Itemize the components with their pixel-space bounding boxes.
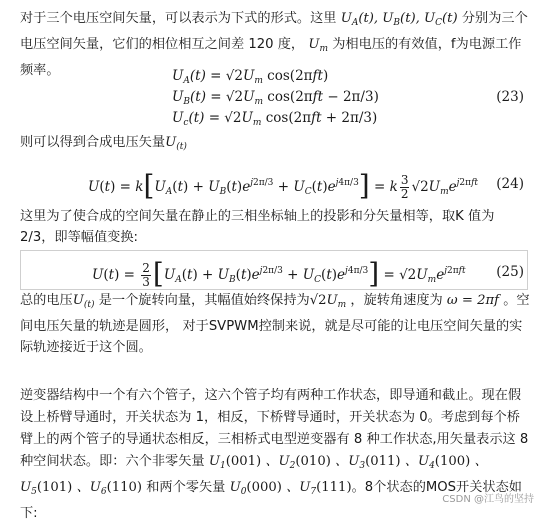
eq23-line3: $U_c(t) = √2U_m$ cos(2πft + 2π/3) <box>172 110 378 128</box>
inv-text-b: 和两个零矢量 <box>146 480 226 495</box>
phase-voltage-vars: $U_A(t)$, $U_B(t)$, $U_C(t)$ <box>340 11 458 28</box>
equation-24 <box>0 162 546 202</box>
inv-text-a: 逆变器结构中一个有六个管子，这六个管子均有两种工作状态，即导通和截止。现在假设上桥臂导通时，开关状态为 1，相反，下桥臂导通时，开关状态为 0。考虑到每个桥臂上的两个管子的导通状态相反，三相桥式电型逆变器有 8 种工作状态,用矢量表示这 8 种空间状态。即：六个非零矢量 <box>20 388 529 469</box>
equation-23 <box>0 66 546 132</box>
rotation-paragraph <box>20 290 532 358</box>
nonzero-vectors: $U_1(001)$ 、$U_2(010)$ 、$U_3(011)$ 、$U_4(100)$ 、$U_5(101)$ 、$U_6(110)$ <box>20 454 488 497</box>
inv-text-c: 。8个状态的MOS开关状态如下: <box>20 480 522 521</box>
zero-vectors: $U_0(000)$ 、$U_7(111)$ <box>229 480 352 497</box>
ut-var-2: $U_{(t)}$ <box>72 293 95 310</box>
rot-text-a: 总的电压 <box>20 293 73 308</box>
eq25-number: (25) <box>496 264 524 280</box>
equal-amplitude-paragraph: 这里为了使合成的空间矢量在静止的三相坐标轴上的投影和分矢量相等，取K 值为 2/3，即等幅值变换: <box>20 209 495 245</box>
ut-var: $U_{(t)}$ <box>165 135 187 152</box>
eq23-line1: $U_A(t) = √2U_m$ cos(2πft) <box>172 68 329 86</box>
eq24-number: (24) <box>496 176 524 192</box>
watermark: CSDN @江鸟的坚持 <box>442 494 534 505</box>
eq24-body: $U(t) = k[U_A(t) + U_B(t)e^{j2\pi/3} + U_C(t)e^{j4\pi/3}] = k$ $\frac{3}{2}$ $√2U_me^{j2\pi ft}$ <box>88 169 479 202</box>
equation-25 <box>0 254 546 288</box>
composite-vector-line <box>20 132 532 158</box>
omega-expr: ω = 2πf <box>446 293 500 308</box>
eq23-number: (23) <box>496 89 524 105</box>
rot-text-d: 。空间电压矢量的轨迹是圆形， 对于SVPWM控制来说，就是尽可能的让电压空间矢量的实际轨迹接近于这个圆。 <box>20 293 530 355</box>
rot-text-b: 是一个旋转向量，其幅值始终保持为 <box>98 293 310 308</box>
intro-text-b: 分别为三个电压空间矢量，它们的相位相互之间差 120 度， <box>20 11 528 52</box>
amplitude-expr: $√2U_m$ <box>309 293 347 310</box>
um-var: $U_m$ <box>308 37 328 54</box>
intro-text-c: 为相电压的有效值，f为电源工作频率。 <box>20 37 522 78</box>
eq23-line2: $U_B(t) = √2U_m$ cos(2πft − 2π/3) <box>172 89 379 107</box>
rot-text-c: ，旋转角速度为 <box>350 293 443 308</box>
intro-text-a: 对于三个电压空间矢量，可以表示为下式的形式。这里 <box>20 11 337 26</box>
composite-text: 则可以得到合成电压矢量 <box>20 135 166 150</box>
eq25-body: U(t) = $\frac{2}{3}$ $[U_A(t) + U_B(t)e^{j2\pi/3} + U_C(t)e^{j4\pi/3}] = √2U_me^{j2\pi ft}$ <box>92 257 466 290</box>
